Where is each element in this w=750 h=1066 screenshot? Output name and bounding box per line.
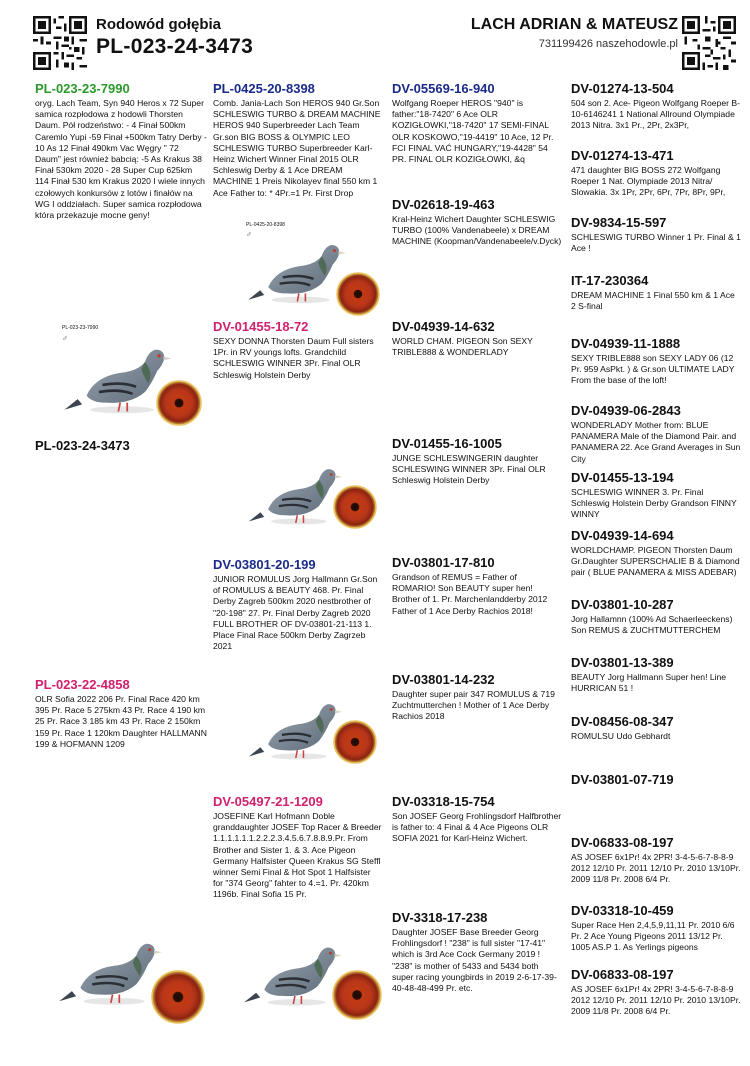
entry-description: OLR Sofia 2022 206 Pr. Final Race 420 km 395 Pr. Race 5 275km 43 Pr. Race 4 190 km 25 Pr. Race 3 185 km 43 Pr. Race 2 150km 159 Pr. Race 1 120km Daughter HALLMANN 199 & HOFMANN 1209 bbox=[35, 694, 207, 749]
pedigree-entry bbox=[571, 597, 741, 636]
ring-number: DV-04939-14-632 bbox=[392, 319, 495, 334]
pedigree-entry bbox=[571, 714, 741, 742]
ring-number: DV-06833-08-197 bbox=[571, 967, 674, 982]
ring-number: DV-3318-17-238 bbox=[392, 910, 488, 925]
entry-description: Son JOSEF Georg Frohlingsdorf Halfbrother is father to: 4 Final & 4 Ace Pigeons OLR SOFIA 2021 for Karl-Heinz Wichert. bbox=[392, 811, 562, 844]
pedigree-entry bbox=[571, 772, 741, 789]
entry-description: Daughter JOSEF Base Breeder Georg Frohlingsdorf ! "238" is full sister "17-41" which is 3rd Ace Cock Germany 2019 ! "238" is mother of 5433 and 5434 both super racing youngbirds in 2019 2-6-17-39-40-48-48-499 Pr. etc. bbox=[392, 927, 557, 994]
ring-number: DV-03801-20-199 bbox=[213, 557, 316, 572]
ring-number: DV-05497-21-1209 bbox=[213, 794, 323, 809]
entry-description: ROMULSU Udo Gebhardt bbox=[571, 731, 671, 741]
ring-number: DV-04939-11-1888 bbox=[571, 336, 681, 351]
qr-code-left bbox=[33, 16, 87, 70]
ring-number: DV-03801-17-810 bbox=[392, 555, 495, 570]
ring-number: DV-05569-16-940 bbox=[392, 81, 495, 96]
pigeon-icon bbox=[245, 453, 345, 533]
pigeon-photo bbox=[50, 320, 210, 430]
photo-tag: PL-023-23-7990 bbox=[62, 325, 99, 331]
ring-number: DV-01455-16-1005 bbox=[392, 436, 502, 451]
sex-symbol-icon: ♂ bbox=[62, 334, 68, 343]
pigeon-icon bbox=[244, 230, 349, 310]
qr-code-right bbox=[682, 16, 736, 70]
pedigree-entry bbox=[392, 672, 562, 723]
entry-description: SEXY DONNA Thorsten Daum Full sisters 1Pr. in RV youngs lofts. Grandchild SCHLESWIG WINNER 3Pr. Final OLR Schleswig Holstein Derby bbox=[213, 336, 374, 380]
ring-number: DV-03801-10-287 bbox=[571, 597, 674, 612]
entry-description: Wolfgang Roeper HEROS "940" is father:"18-7420" 6 Ace OLR KOZIGŁOWKI,"18-7420" 17 SEMI-FINAL OLR KOSKOWO,"19-4419" 10 Ace, 12 Pr. FCI FINAL VAĆ HUNGARY,"19-4428" 54 PR. FINAL OLR KOZIGŁOWKI, &q bbox=[392, 98, 554, 165]
eye-icon bbox=[151, 970, 205, 1024]
ring-number: DV-04939-06-2843 bbox=[571, 403, 681, 418]
entry-description: 504 son 2. Ace- Pigeon Wolfgang Roeper B-10-6146241 1 National Allround Olympiade 2013 Nitra. 3x1 Pr., 2Pr, 2x3Pr, bbox=[571, 98, 740, 131]
pedigree-entry bbox=[392, 436, 562, 487]
owner-name: LACH ADRIAN & MATEUSZ bbox=[470, 16, 678, 33]
ring-number: DV-9834-15-597 bbox=[571, 215, 667, 230]
ring-number: IT-17-230364 bbox=[571, 273, 649, 288]
entry-description: BEAUTY Jorg Hallmann Super hen! Line HURRICAN 51 ! bbox=[571, 672, 727, 694]
entry-description: JUNIOR ROMULUS Jorg Hallmann Gr.Son of ROMULUS & BEAUTY 468. Pr. Final Derby Zagreb 500km 2020 nestbrother of "20-198" 27. Pr. Final Derby Zagreb 2020 FULL BROTHER OF DV-03801-21-113 1. Place Final Race 500km Derby Zagrzeb 2021 bbox=[213, 574, 378, 652]
pedigree-entry bbox=[571, 81, 741, 132]
ring-number: DV-06833-08-197 bbox=[571, 835, 674, 850]
ring-number: DV-01455-18-72 bbox=[213, 319, 309, 334]
pigeon-icon bbox=[240, 930, 345, 1015]
pedigree-entry bbox=[392, 197, 562, 248]
entry-description: AS JOSEF 6x1Pr! 4x 2PR! 3-4-5-6-7-8-8-9 2012 12/10 Pr. 2011 12/10 Pr. 2010 13/10Pr. 2009 11/8 Pr. 2008 6/4 Pr. bbox=[571, 852, 741, 885]
pigeon-icon bbox=[55, 925, 165, 1015]
ring-number: PL-023-23-7990 bbox=[35, 81, 130, 96]
ring-number: DV-03801-07-719 bbox=[571, 772, 674, 787]
entry-description: Kral-Heinz Wichert Daughter SCHLESWIG TURBO (100% Vandenabeele) x DREAM MACHINE (Koopman/Vandenabeele/v.Dyck) bbox=[392, 214, 562, 247]
owner-contact: 731199426 naszehodowle.pl bbox=[538, 38, 678, 50]
pedigree-entry bbox=[571, 273, 741, 312]
entry-description: Jorg Hallamnn (100% Ad Schaerleeckens) Son REMUS & ZUCHTMUTTERCHEM bbox=[571, 614, 733, 636]
entry-description: WONDERLADY Mother from: BLUE PANAMERA Male of the Diamond Pair. and PANAMERA 22. Ace Grand Averages in Sun City bbox=[571, 420, 741, 464]
ring-number: DV-02618-19-463 bbox=[392, 197, 495, 212]
pigeon-photo bbox=[240, 220, 390, 320]
pedigree-entry bbox=[392, 910, 562, 994]
ring-number: DV-01274-13-504 bbox=[571, 81, 674, 96]
entry-description: AS JOSEF 6x1Pr! 4x 2PR! 3-4-5-6-7-8-8-9 2012 12/10 Pr. 2011 12/10 Pr. 2010 13/10Pr. 2009 11/8 Pr. 2008 6/4 Pr. bbox=[571, 984, 741, 1017]
entry-description: oryg. Lach Team, Syn 940 Heros x 72 Super samica rozpłodowa z hodowli Thorsten Daum. Pół rodzeństwo: - 4 Finał 500km Caremlo Yupi -59 Finał +500km Tatry Derby - 10 As 12 Finał 490km Vac Węgry " 72 Daum" jest również babcią: -5 As Krakus 38 Finał 530km 2020 - 28 Super Cup 625km 114 Finał 530 km Krakus 2020 I wiele innych czołowych konkursów z lotów i finałów na WG I oddziałach. Super samica rozpłodowa która przekazuje mocne geny! bbox=[35, 98, 207, 221]
pedigree-entry bbox=[571, 336, 741, 387]
pedigree-entry bbox=[392, 794, 562, 845]
entry-description: 471 daughter BIG BOSS 272 Wolfgang Roeper 1 Nat. Olympiade 2013 Nitra/ Slowakia. 3x 1Pr, 2Pr, 6Pr, 7Pr, 8Pr, 9Pr, bbox=[571, 165, 726, 198]
entry-description: SEXY TRIBLE888 son SEXY LADY 06 (12 Pr. 959 AsPkt. ) & Gr.son ULTIMATE LADY From the base of the loft! bbox=[571, 353, 735, 386]
ring-number: DV-03801-14-232 bbox=[392, 672, 495, 687]
entry-description: WORLD CHAM. PIGEON Son SEXY TRIBLE888 & WONDERLADY bbox=[392, 336, 533, 358]
pedigree-entry bbox=[392, 555, 562, 617]
ring-number: PL-023-22-4858 bbox=[35, 677, 130, 692]
pedigree-entry bbox=[571, 403, 741, 465]
pedigree-entry bbox=[571, 903, 741, 954]
pedigree-entry bbox=[213, 319, 383, 381]
pedigree-entry bbox=[213, 557, 383, 652]
eye-icon bbox=[336, 272, 380, 316]
pedigree-entry bbox=[35, 81, 207, 221]
pigeon-photo bbox=[245, 445, 385, 545]
entry-description: SCHLESWIG TURBO Winner 1 Pr. Final & 1 Ace ! bbox=[571, 232, 741, 254]
entry-description: DREAM MACHINE 1 Final 550 km & 1 Ace 2 S-final bbox=[571, 290, 735, 312]
entry-description: JOSEFINE Karl Hofmann Doble granddaughter JOSEF Top Racer & Breeder 1.1.1.1.1.1.2.2.2.3.4.5.6.7.8.8.9.Pr. From Brother and Sister 1. & 3. Ace Pigeon Germany Halfsister Queen Krakus SG Steffl winner Semi Final & Hot Spot 1 Halfsister for "374 Georg" fahter to 4.=1. Pr. 420km 1196b. Final Sofia 15 Pr. bbox=[213, 811, 382, 900]
entry-description: Comb. Jania-Lach Son HEROS 940 Gr.Son SCHLESWIG TURBO & DREAM MACHINE HEROS 940 Superbreeder Lach Team Gr.son BIG BOSS & OLYMPIC LEO SCHLESWIG TURBO Superbreeder Karl-Heinz Wichert Winner Final 2015 OLR Schleswig Derby & 1 Ace DREAM MACHINE 1 Preis Nikolayev final 550 km 1 Ace Father to: * 4Pr.=1 Pr. First Drop bbox=[213, 98, 381, 198]
ring-number: DV-04939-14-694 bbox=[571, 528, 674, 543]
ring-number: DV-01274-13-471 bbox=[571, 148, 674, 163]
ring-number: DV-01455-13-194 bbox=[571, 470, 674, 485]
ring-number: PL-0425-20-8398 bbox=[213, 81, 315, 96]
photo-tag: PL-0425-20-8398 bbox=[246, 222, 285, 228]
pedigree-entry bbox=[571, 470, 741, 521]
entry-description: WORLDCHAMP. PIGEON Thorsten Daum Gr.Daughter SUPERSCHALIE B & Diamond pair ( BLUE PANAMERA & MISS ADEBAR) bbox=[571, 545, 740, 578]
pedigree-entry bbox=[571, 835, 741, 886]
pigeon-icon bbox=[245, 688, 345, 768]
pedigree-entry bbox=[571, 148, 741, 199]
eye-icon bbox=[156, 380, 202, 426]
subject-ring-number: PL-023-24-3473 bbox=[35, 438, 130, 453]
ring-number: DV-03801-13-389 bbox=[571, 655, 674, 670]
pedigree-entry bbox=[571, 215, 741, 254]
ring-number: DV-03318-15-754 bbox=[392, 794, 495, 809]
pedigree-entry bbox=[571, 967, 741, 1018]
document-subtitle: Rodowód gołębia bbox=[96, 16, 221, 33]
pedigree-entry bbox=[571, 655, 741, 694]
pedigree-entry bbox=[392, 81, 562, 165]
eye-icon bbox=[332, 970, 382, 1020]
pedigree-entry bbox=[35, 677, 207, 750]
pigeon-photo bbox=[55, 920, 205, 1030]
entry-description: Daughter super pair 347 ROMULUS & 719 Zuchtmutterchen ! Mother of 1 Ace Derby Rachios 2018 bbox=[392, 689, 555, 722]
entry-description: Super Race Hen 2,4,5,9,11,11 Pr. 2010 6/6 Pr. 2 Ace Young Pigeons 2011 13/12 Pr. 1005 AS.P 1. As Yerlings pigeons bbox=[571, 920, 735, 953]
eye-icon bbox=[333, 485, 377, 529]
pedigree-entry bbox=[213, 794, 383, 901]
pedigree-entry bbox=[571, 528, 741, 579]
pigeon-ring-number: PL-023-24-3473 bbox=[96, 35, 254, 58]
eye-icon bbox=[333, 720, 377, 764]
ring-number: DV-08456-08-347 bbox=[571, 714, 674, 729]
entry-description: JUNGE SCHLESWINGERIN daughter SCHLESWING WINNER 3Pr. Final OLR Schleswig Holstein Derby bbox=[392, 453, 546, 486]
pedigree-entry bbox=[392, 319, 562, 358]
entry-description: SCHLESWIG WINNER 3. Pr. Final Schleswig Holstein Derby Grandson FINNY WINNY bbox=[571, 487, 737, 520]
sex-symbol-icon: ♂ bbox=[246, 230, 252, 239]
pigeon-photo bbox=[240, 920, 390, 1030]
pigeon-photo bbox=[245, 680, 385, 780]
pedigree-entry bbox=[213, 81, 383, 199]
ring-number: DV-03318-10-459 bbox=[571, 903, 674, 918]
entry-description: Grandson of REMUS = Father of ROMARIO! Son BEAUTY super hen! Brother of 1. Pr. Marchenlandderby 2012 Father of 1 Ace Derby Rachios 2018! bbox=[392, 572, 548, 616]
